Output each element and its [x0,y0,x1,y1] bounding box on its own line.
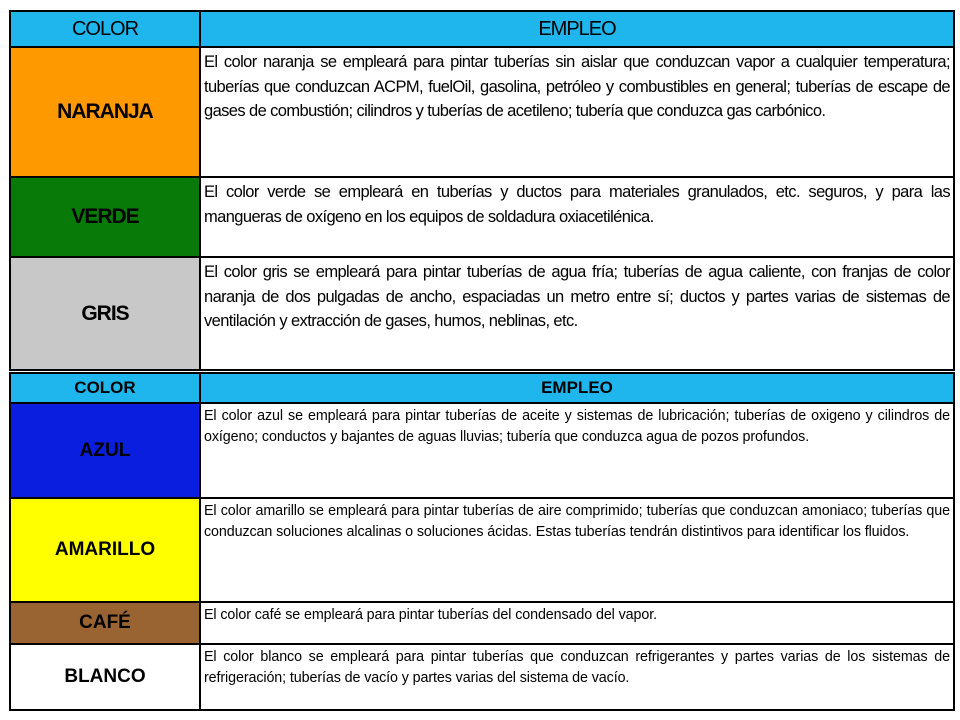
color-swatch-amarillo: AMARILLO [10,498,200,602]
usage-description: El color blanco se empleará para pintar tuberías que conduzcan refrigerantes y partes varias de los sistemas de refrigeración; tuberías de vacío y partes varias del sistema de vacío. [200,644,954,710]
table-row [10,177,954,257]
color-swatch-azul: AZUL [10,403,200,498]
color-column-header: COLOR [10,11,200,47]
usage-description: El color amarillo se empleará para pintar tuberías de aire comprimido; tuberías que conduzcan amoniaco; tuberías que conduzcan soluciones alcalinas o soluciones ácidas. Estas tuberías tendrán distintivos para identificar los fluidos. [200,498,954,602]
usage-description: El color gris se empleará para pintar tuberías de agua fría; tuberías de agua caliente, con franjas de color naranja de dos pulgadas de ancho, espaciadas un metro entre sí; ductos y partes varias de sistemas de ventilación y extracción de gases, humos, neblinas, etc. [200,257,954,370]
color-swatch-verde: VERDE [10,177,200,257]
usage-description: El color café se empleará para pintar tuberías del condensado del vapor. [200,602,954,644]
usage-description: El color azul se empleará para pintar tuberías de aceite y sistemas de lubricación; tuberías de oxigeno y cilindros de oxígeno; conductos y bajantes de aguas lluvias; tubería que conduzca agua de pozos profundos. [200,403,954,498]
table-header-row [10,373,954,403]
color-swatch-gris: GRIS [10,257,200,370]
table-row [10,498,954,602]
color-usage-table-2 [9,372,955,711]
table-row [10,257,954,370]
table-row [10,602,954,644]
color-usage-table-1 [9,10,955,371]
color-swatch-naranja: NARANJA [10,47,200,177]
table-header-row [10,11,954,47]
table-row [10,644,954,710]
usage-description: El color naranja se empleará para pintar tuberías sin aislar que conduzcan vapor a cualquier temperatura; tuberías que conduzcan ACPM, fuelOil, gasolina, petróleo y combustibles en general; tuberías de escape de gases de combustión; cilindros y tuberías de acetileno; tubería que conduzca gas carbónico. [200,47,954,177]
color-column-header: COLOR [10,373,200,403]
table-row [10,47,954,177]
table-row [10,403,954,498]
usage-column-header: EMPLEO [200,373,954,403]
usage-description: El color verde se empleará en tuberías y ductos para materiales granulados, etc. seguros, y para las mangueras de oxígeno en los equipos de soldadura oxiacetilénica. [200,177,954,257]
color-swatch-blanco: BLANCO [10,644,200,710]
color-swatch-cafe: CAFÉ [10,602,200,644]
usage-column-header: EMPLEO [200,11,954,47]
